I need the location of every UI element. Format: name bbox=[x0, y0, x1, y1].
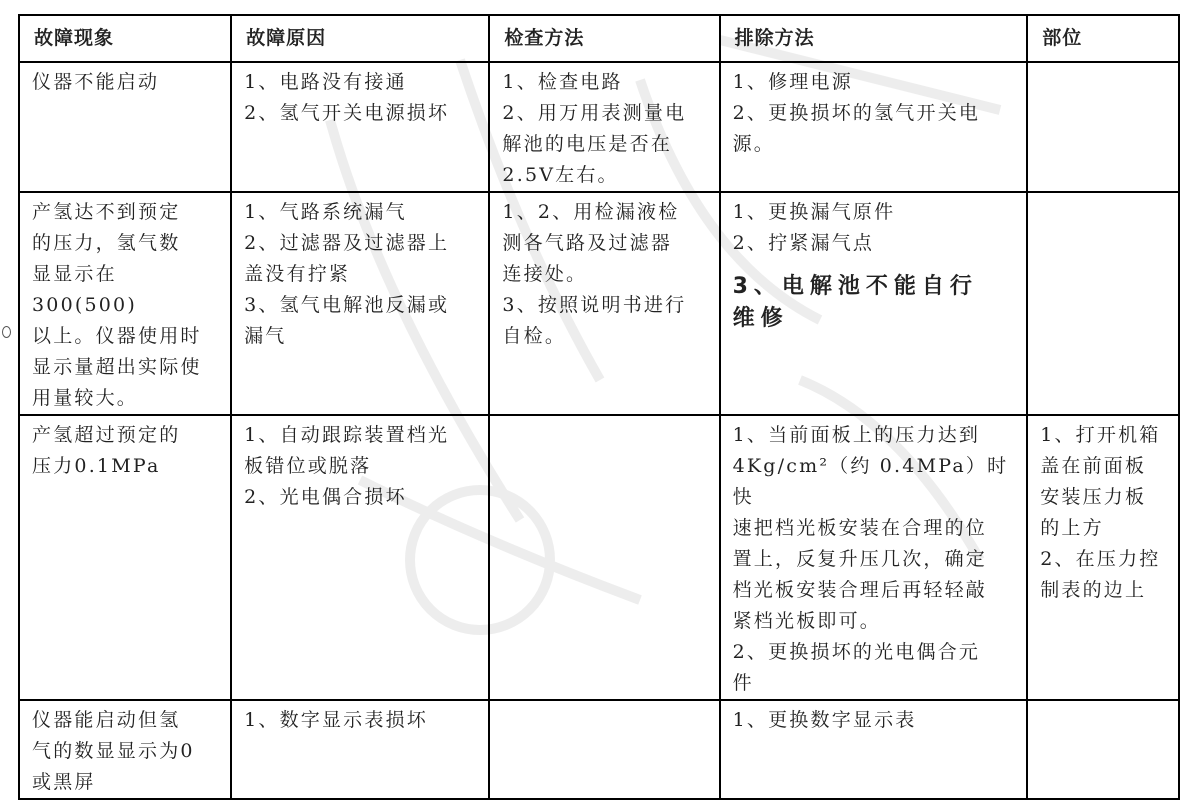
fix-cell bbox=[720, 700, 1028, 799]
cause-cell bbox=[231, 192, 489, 415]
symptom-line: 气的数显显示为0 bbox=[32, 740, 195, 762]
symptom-line: 以上。仪器使用时 bbox=[32, 325, 202, 347]
fix-line: 4Kg/cm²（约 0.4MPa）时快 bbox=[732, 455, 1009, 508]
symptom-line: 显示量超出实际使 bbox=[32, 356, 202, 378]
cause-line: 1、数字显示表损坏 bbox=[244, 709, 428, 731]
location-line: 的上方 bbox=[1040, 517, 1104, 539]
header-fix: 排除方法 bbox=[720, 15, 1028, 62]
header-check: 检查方法 bbox=[489, 15, 719, 62]
cause-line: 板错位或脱落 bbox=[244, 455, 372, 477]
fix-line: 2、拧紧漏气点 bbox=[732, 232, 875, 254]
check-line: 2、用万用表测量电 bbox=[502, 102, 687, 124]
cause-line: 3、氢气电解池反漏或 bbox=[244, 294, 450, 316]
check-line: 3、按照说明书进行 bbox=[502, 294, 687, 316]
fault-table bbox=[18, 14, 1180, 800]
symptom-cell bbox=[19, 62, 231, 192]
fix-line: 1、更换数字显示表 bbox=[732, 709, 917, 731]
check-line: 连接处。 bbox=[502, 263, 588, 285]
symptom-cell bbox=[19, 700, 231, 799]
fix-line: 2、更换损坏的光电偶合元 bbox=[732, 641, 981, 663]
symptom-line: 仪器能启动但氢 bbox=[32, 709, 181, 731]
check-line: 1、检查电路 bbox=[502, 71, 623, 93]
check-line: 自检。 bbox=[502, 325, 567, 347]
table-row bbox=[19, 62, 1179, 192]
location-line: 制表的边上 bbox=[1040, 579, 1147, 601]
cause-line: 1、气路系统漏气 bbox=[244, 201, 407, 223]
cause-line: 2、氢气开关电源损坏 bbox=[244, 102, 450, 124]
symptom-line: 显显示在300(500) bbox=[32, 263, 137, 316]
symptom-line: 产氢达不到预定 bbox=[32, 201, 181, 223]
symptom-line: 压力0.1MPa bbox=[32, 455, 161, 477]
fix-warning-line: 3、电解池不能自行 bbox=[732, 274, 978, 299]
check-cell bbox=[489, 62, 719, 192]
fix-line: 1、当前面板上的压力达到 bbox=[732, 424, 981, 446]
fix-line: 1、更换漏气原件 bbox=[732, 201, 896, 223]
fix-line: 紧档光板即可。 bbox=[732, 610, 882, 632]
check-cell bbox=[489, 415, 719, 700]
location-line: 安装压力板 bbox=[1040, 486, 1147, 508]
fix-cell bbox=[720, 415, 1028, 700]
fix-line: 置上，反复升压几次，确定 bbox=[732, 548, 988, 570]
check-line: 测各气路及过滤器 bbox=[502, 232, 673, 254]
check-line: 解池的电压是否在 bbox=[502, 133, 673, 155]
fix-line: 档光板安装合理后再轻轻敲 bbox=[732, 579, 988, 601]
location-line: 1、打开机箱 bbox=[1040, 424, 1161, 446]
fix-warning-line: 维修 bbox=[732, 306, 789, 331]
location-cell bbox=[1027, 700, 1179, 799]
fix-cell bbox=[720, 62, 1028, 192]
location-line: 盖在前面板 bbox=[1040, 455, 1147, 477]
header-location: 部位 bbox=[1027, 15, 1179, 62]
fix-cell bbox=[720, 192, 1028, 415]
location-line: 2、在压力控 bbox=[1040, 548, 1161, 570]
cause-line: 漏气 bbox=[244, 325, 287, 347]
header-cause: 故障原因 bbox=[231, 15, 489, 62]
location-cell bbox=[1027, 415, 1179, 700]
fix-line: 件 bbox=[732, 672, 754, 694]
margin-circle-mark bbox=[2, 326, 11, 338]
header-symptom: 故障现象 bbox=[19, 15, 231, 62]
symptom-cell bbox=[19, 192, 231, 415]
cause-line: 1、自动跟踪装置档光 bbox=[244, 424, 450, 446]
fix-line: 速把档光板安装在合理的位 bbox=[732, 517, 988, 539]
fix-line: 2、更换损坏的氢气开关电 bbox=[732, 102, 981, 124]
fix-line: 源。 bbox=[732, 133, 776, 155]
cause-line: 盖没有拧紧 bbox=[244, 263, 351, 285]
location-cell bbox=[1027, 192, 1179, 415]
table-row bbox=[19, 192, 1179, 415]
symptom-line: 用量较大。 bbox=[32, 387, 139, 409]
cause-line: 2、光电偶合损坏 bbox=[244, 486, 407, 508]
cause-line: 1、电路没有接通 bbox=[244, 71, 407, 93]
cause-cell bbox=[231, 62, 489, 192]
table-row bbox=[19, 415, 1179, 700]
location-cell bbox=[1027, 62, 1179, 192]
check-line: 1、2、用检漏液检 bbox=[502, 201, 680, 223]
header-row bbox=[19, 15, 1179, 62]
symptom-line: 仪器不能启动 bbox=[32, 71, 160, 93]
table-row bbox=[19, 700, 1179, 799]
cause-line: 2、过滤器及过滤器上 bbox=[244, 232, 450, 254]
symptom-line: 或黑屏 bbox=[32, 771, 96, 793]
check-line: 2.5V左右。 bbox=[502, 164, 619, 186]
check-cell bbox=[489, 192, 719, 415]
symptom-line: 产氢超过预定的 bbox=[32, 424, 181, 446]
check-cell bbox=[489, 700, 719, 799]
cause-cell bbox=[231, 415, 489, 700]
symptom-line: 的压力，氢气数 bbox=[32, 232, 181, 254]
cause-cell bbox=[231, 700, 489, 799]
symptom-cell bbox=[19, 415, 231, 700]
fix-line: 1、修理电源 bbox=[732, 71, 853, 93]
